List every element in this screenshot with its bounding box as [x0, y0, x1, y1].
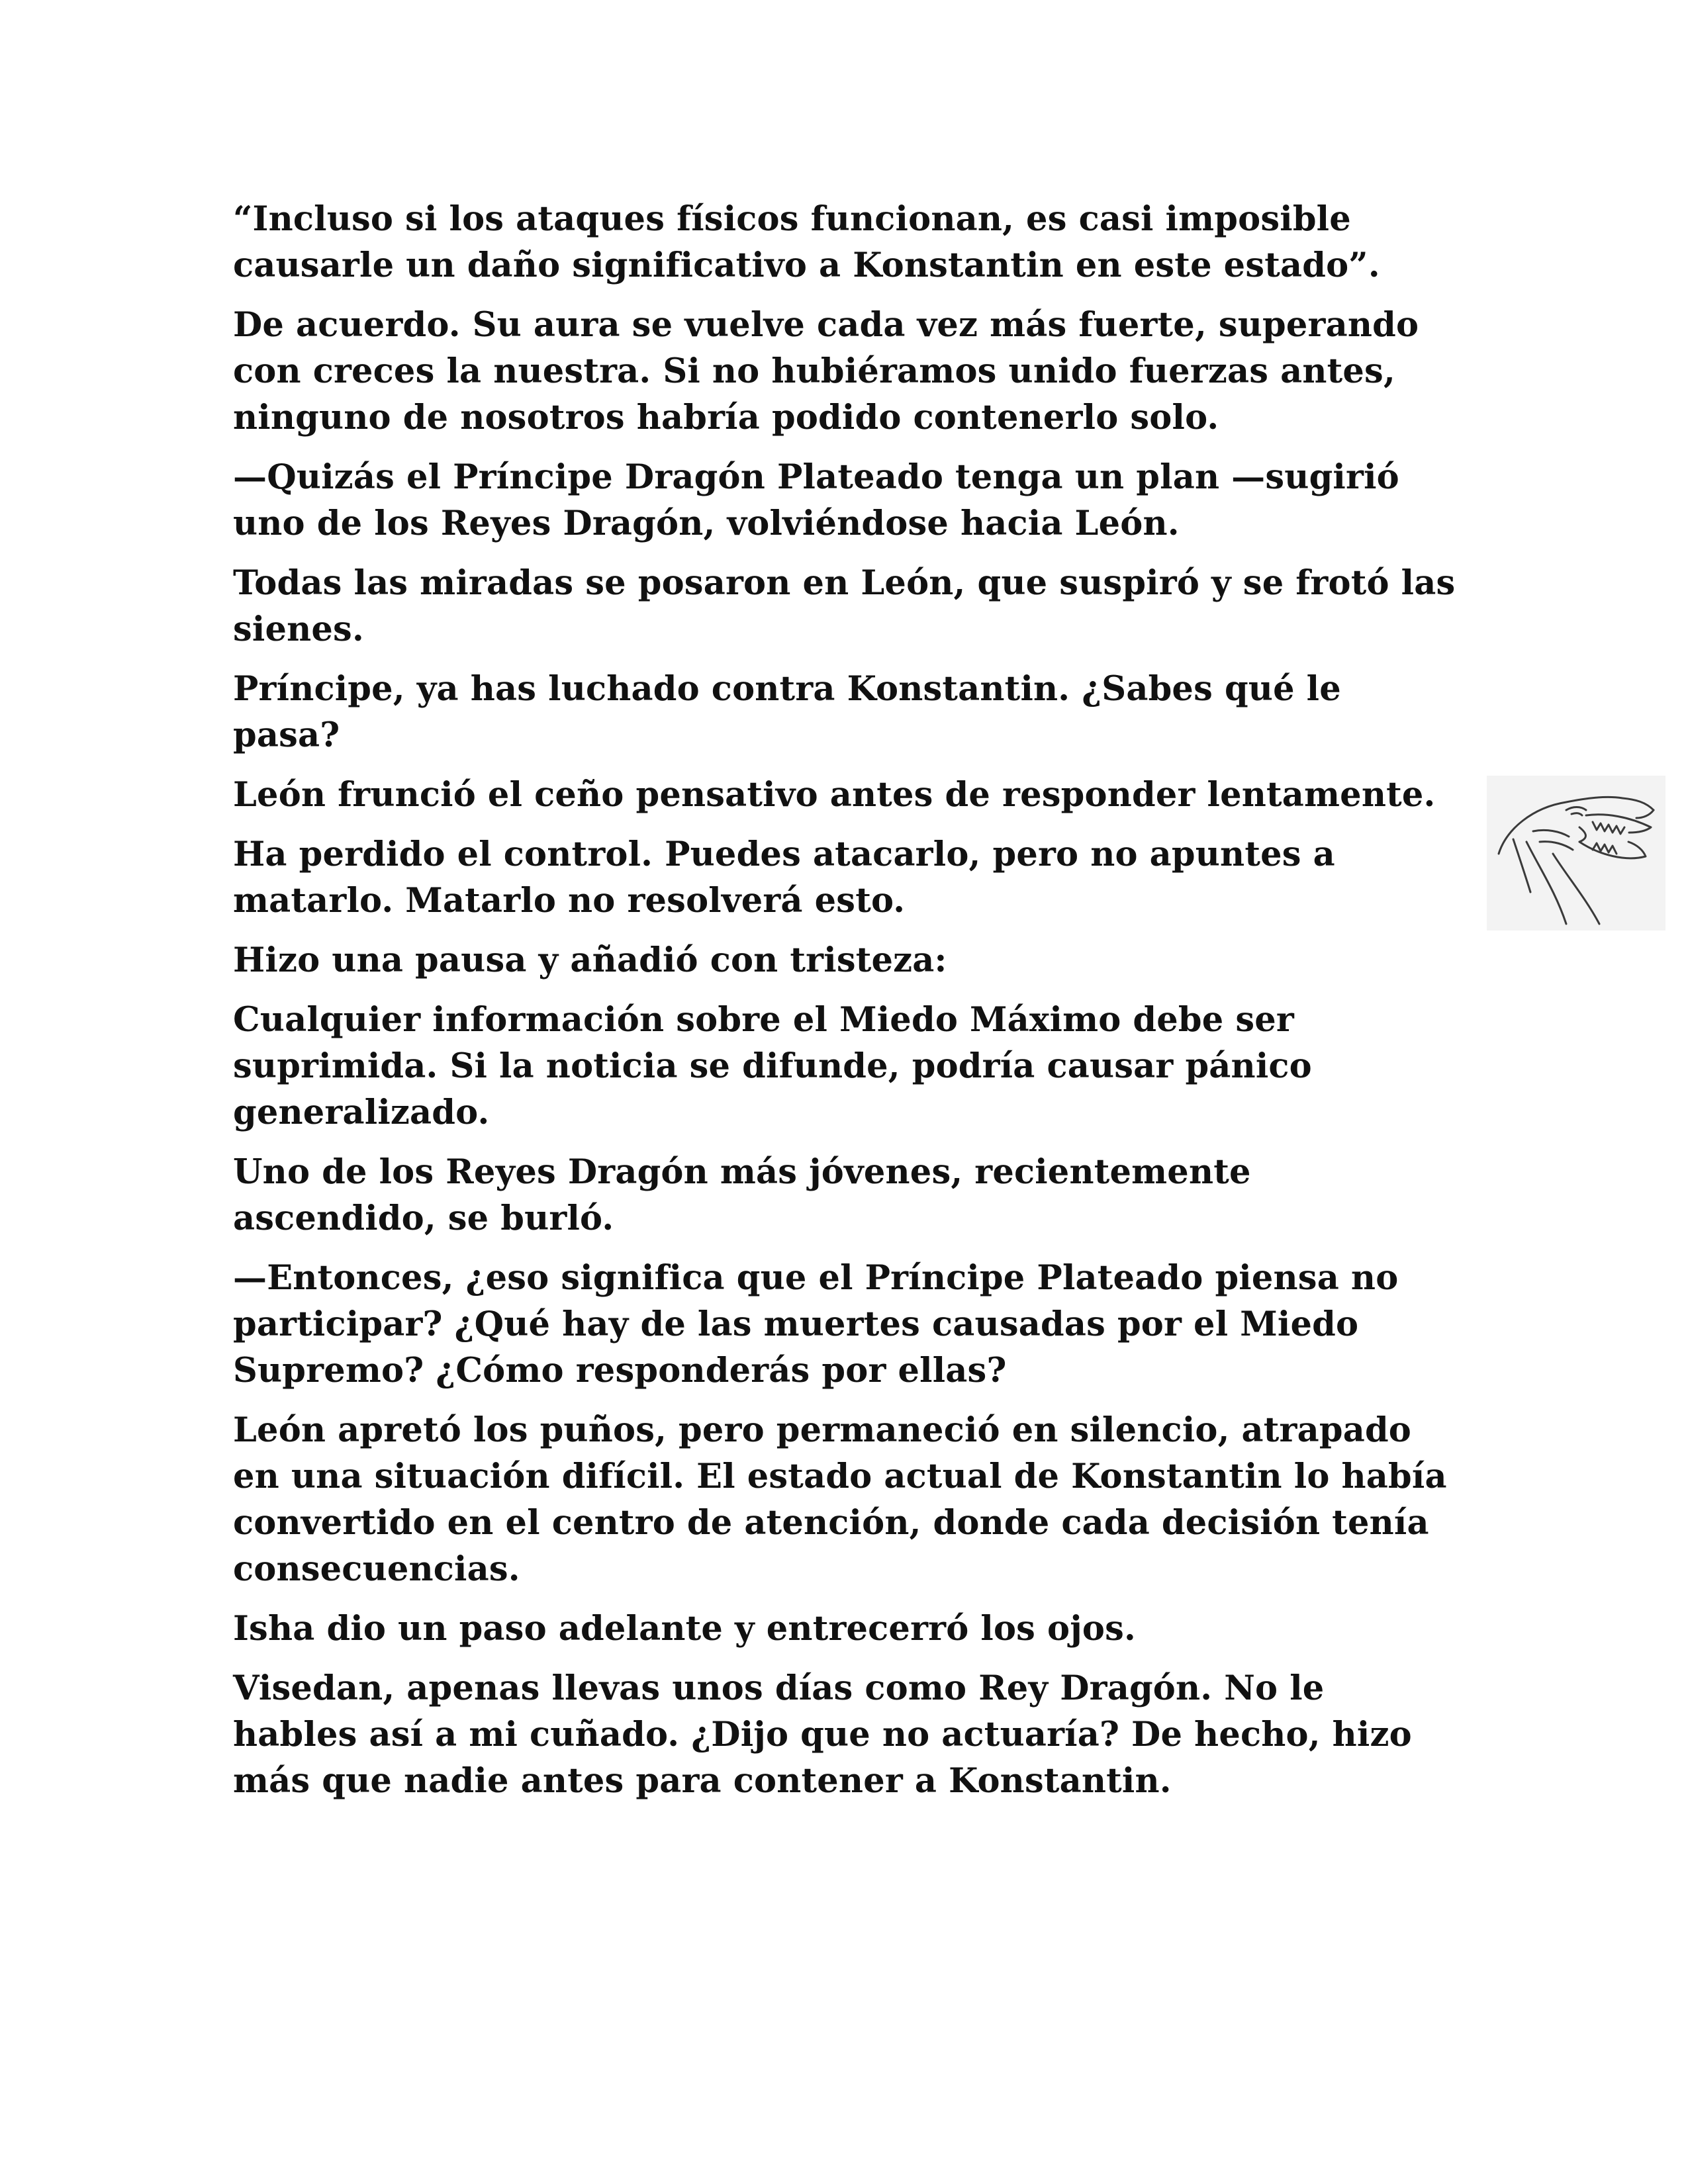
paragraph-6: León frunció el ceño pensativo antes de responder lentamente. [233, 775, 1436, 815]
paragraph-9: Cualquier información sobre el Miedo Máximo debe ser suprimida. Si la noticia se difunde, podría causar pánico generalizado. [233, 1000, 1312, 1132]
paragraph-13: Isha dio un paso adelante y entrecerró los ojos. [233, 1609, 1136, 1649]
paragraph-8: Hizo una pausa y añadió con tristeza: [233, 940, 947, 980]
document-body [233, 196, 1458, 1817]
paragraph-1: “Incluso si los ataques físicos funcionan, es casi imposible causarle un daño significativo a Konstantin en este estado”. [233, 199, 1380, 285]
paragraph-5: Príncipe, ya has luchado contra Konstantin. ¿Sabes qué le pasa? [233, 669, 1341, 755]
paragraph-14: Visedan, apenas llevas unos días como Rey Dragón. No le hables así a mi cuñado. ¿Dijo que no actuaría? De hecho, hizo más que nadie antes para contener a Konstantin. [233, 1668, 1412, 1801]
paragraph-2: De acuerdo. Su aura se vuelve cada vez más fuerte, superando con creces la nuestra. Si no hubiéramos unido fuerzas antes, ninguno de nosotros habría podido contenerlo solo. [233, 305, 1419, 437]
paragraph-7: Ha perdido el control. Puedes atacarlo, pero no apuntes a matarlo. Matarlo no resolverá esto. [233, 835, 1335, 921]
paragraph-11: —Entonces, ¿eso significa que el Príncipe Plateado piensa no participar? ¿Qué hay de las muertes causadas por el Miedo Supremo? ¿Cómo responderás por ellas? [233, 1258, 1399, 1390]
paragraph-12: León apretó los puños, pero permaneció en silencio, atrapado en una situación difícil. El estado actual de Konstantin lo había convertido en el centro de atención, donde cada decisión tenía consecuencias. [233, 1410, 1447, 1589]
paragraph-3: —Quizás el Príncipe Dragón Plateado tenga un plan —sugirió uno de los Reyes Dragón, volviéndose hacia León. [233, 457, 1399, 543]
paragraph-10: Uno de los Reyes Dragón más jóvenes, recientemente ascendido, se burló. [233, 1152, 1251, 1238]
dragon-head-sketch-icon [1487, 776, 1665, 931]
paragraph-4: Todas las miradas se posaron en León, que suspiró y se frotó las sienes. [233, 563, 1456, 649]
